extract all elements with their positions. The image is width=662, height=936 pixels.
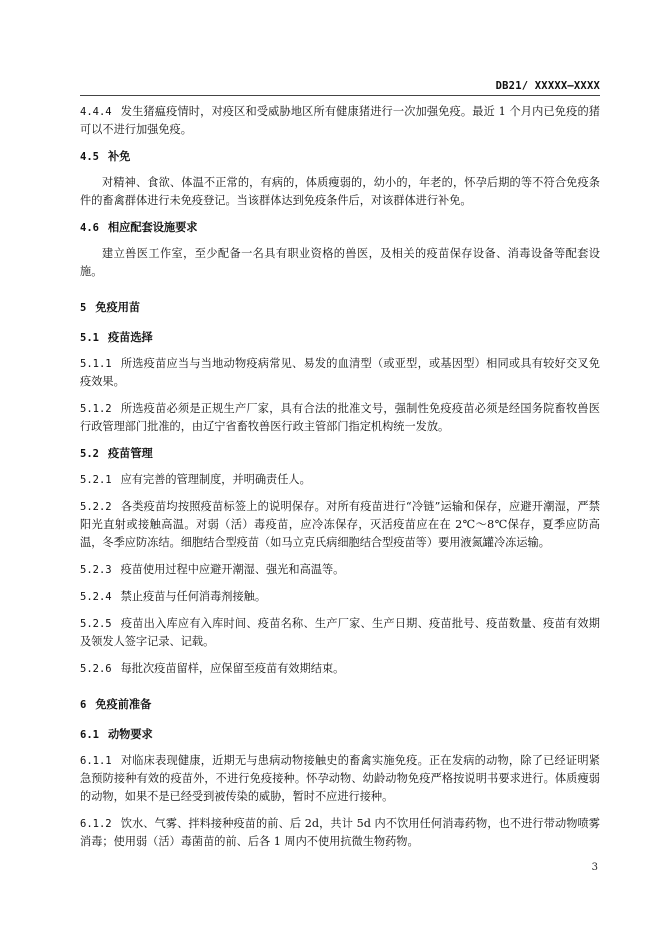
clause-number: 5.2.4	[80, 591, 112, 603]
section-4-5-heading	[80, 148, 600, 166]
clause-number: 4.4.4	[80, 106, 112, 118]
chapter-title: 免疫前准备	[95, 698, 152, 711]
clause-6-1-1	[80, 752, 600, 806]
section-4-6-text: 建立兽医工作室，至少配备一名具有职业资格的兽医，及相关的疫苗保存设备、消毒设备等配套设施。	[80, 247, 600, 278]
clause-text: 应有完善的管理制度，并明确责任人。	[120, 473, 311, 486]
clause-number: 5.2.1	[80, 474, 112, 486]
clause-text: 对临床表现健康，近期无与患病动物接触史的畜禽实施免疫。正在发病的动物，除了已经证明紧急预防接种有效的疫苗外，不进行免疫接种。怀孕动物、幼龄动物免疫严格按说明书要求进行。体质瘦弱的动物，如果不是已经受到被传染的威胁，暂时不应进行接种。	[80, 754, 600, 803]
clause-5-1-1	[80, 355, 600, 391]
clause-text: 疫苗出入库应有入库时间、疫苗名称、生产厂家、生产日期、疫苗批号、疫苗数量、疫苗有效期及领发人签字记录、记载。	[80, 617, 600, 648]
clause-number: 5.1.1	[80, 358, 112, 370]
clause-5-2-5	[80, 615, 600, 651]
clause-number: 5.2.2	[80, 501, 112, 513]
section-title: 补免	[107, 150, 131, 163]
section-title: 疫苗选择	[107, 331, 153, 344]
clause-text: 所选疫苗必须是正规生产厂家，具有合法的批准文号，强制性免疫疫苗必须是经国务院畜牧兽医行政管理部门批准的，由辽宁省畜牧兽医行政主管部门指定机构统一发放。	[80, 402, 600, 433]
clause-5-2-1	[80, 471, 600, 489]
clause-text: 发生猪瘟疫情时，对疫区和受威胁地区所有健康猪进行一次加强免疫。最近 1 个月内已免疫的猪可以不进行加强免疫。	[80, 105, 600, 136]
clause-text: 饮水、气雾、拌料接种疫苗的前、后 2d，共计 5d 内不饮用任何消毒药物，也不进行带动物喷雾消毒；使用弱（活）毒菌苗的前、后各 1 周内不使用抗微生物药物。	[80, 817, 600, 848]
clause-number: 5.2.3	[80, 564, 112, 576]
section-title: 相应配套设施要求	[107, 221, 198, 234]
clause-text: 每批次疫苗留样，应保留至疫苗有效期结束。	[120, 662, 345, 675]
clause-number: 5.2.5	[80, 618, 112, 630]
chapter-number: 6	[80, 699, 87, 711]
clause-6-1-2	[80, 815, 600, 851]
section-5-1-heading	[80, 329, 600, 347]
clause-number: 6.1.2	[80, 818, 112, 830]
clause-text: 禁止疫苗与任何消毒剂接触。	[120, 590, 267, 603]
clause-5-2-2	[80, 498, 600, 552]
clause-5-2-6	[80, 660, 600, 678]
clause-text: 各类疫苗均按照疫苗标签上的说明保存。对所有疫苗进行“冷链”运输和保存，应避开潮湿，严禁阳光直射或接触高温。对弱（活）毒疫苗，应冷冻保存，灭活疫苗应在在 2℃～8℃保存，夏季应防高温，冬季应防冻结。细胞结合型疫苗（如马立克氏病细胞结合型疫苗等）要用液氮罐冷冻运输。	[80, 500, 600, 549]
clause-number: 5.1.2	[80, 403, 112, 415]
clause-text: 疫苗使用过程中应避开潮湿、强光和高温等。	[120, 563, 345, 576]
section-title: 疫苗管理	[107, 447, 153, 460]
clause-5-2-3	[80, 561, 600, 579]
section-6-1-heading	[80, 726, 600, 744]
section-number: 5.2	[80, 448, 99, 460]
chapter-6-heading	[80, 696, 600, 714]
section-number: 4.5	[80, 151, 99, 163]
clause-5-2-4	[80, 588, 600, 606]
chapter-title: 免疫用苗	[95, 301, 141, 314]
header-divider	[80, 95, 600, 96]
clause-4-4-4	[80, 103, 600, 139]
section-number: 6.1	[80, 729, 99, 741]
section-number: 5.1	[80, 332, 99, 344]
section-4-5-text: 对精神、食欲、体温不正常的，有病的，体质瘦弱的，幼小的，年老的，怀孕后期的等不符合免疫条件的畜禽群体进行未免疫登记。当该群体达到免疫条件后，对该群体进行补免。	[80, 176, 600, 207]
clause-number: 5.2.6	[80, 663, 112, 675]
clause-text: 所选疫苗应当与当地动物疫病常见、易发的血清型（或亚型，或基因型）相同或具有较好交叉免疫效果。	[80, 357, 600, 388]
section-5-2-heading	[80, 445, 600, 463]
section-title: 动物要求	[107, 728, 153, 741]
document-code: DB21/ XXXXX—XXXX	[495, 80, 600, 92]
section-4-6-heading	[80, 219, 600, 237]
page-number: 3	[591, 862, 598, 873]
document-body	[80, 103, 600, 860]
chapter-number: 5	[80, 302, 87, 314]
chapter-5-heading	[80, 299, 600, 317]
clause-5-1-2	[80, 400, 600, 436]
section-number: 4.6	[80, 222, 99, 234]
clause-number: 6.1.1	[80, 755, 112, 767]
